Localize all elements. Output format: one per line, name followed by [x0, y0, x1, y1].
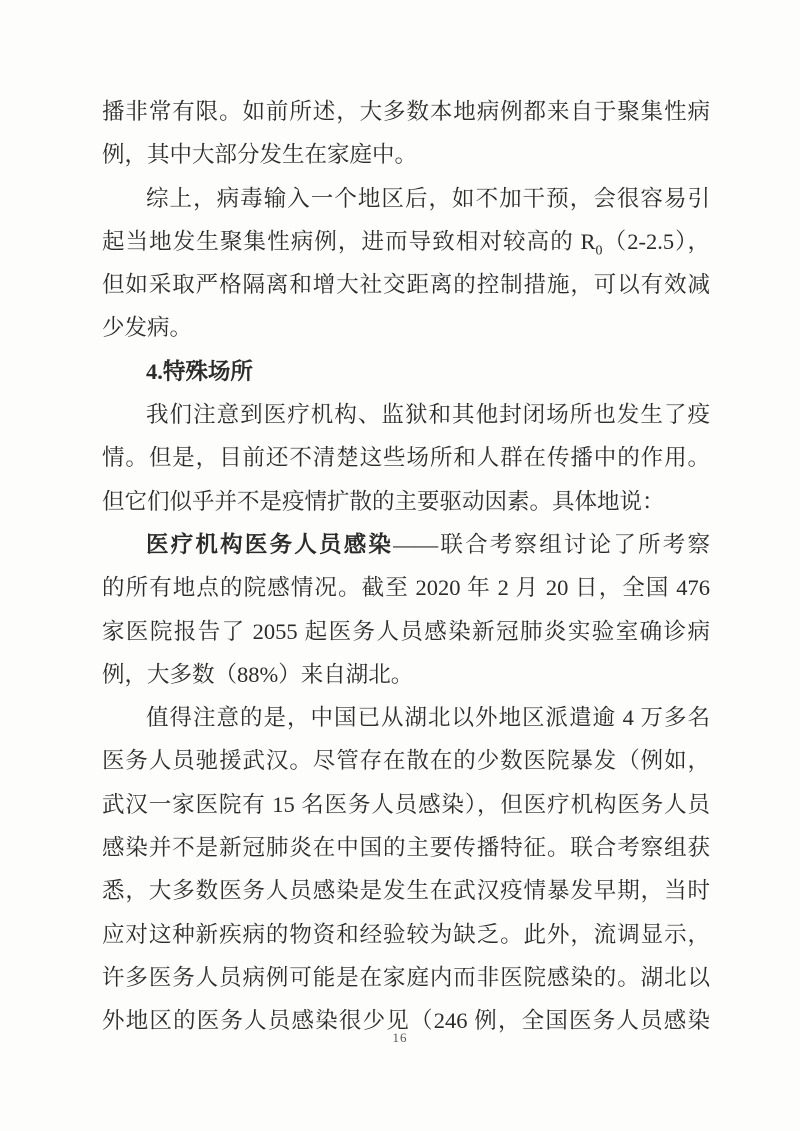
text-line [102, 523, 710, 566]
page-footer [0, 1030, 800, 1046]
text-line: 武汉一家医院有 15 名医务人员感染），但医疗机构医务人员 [102, 791, 710, 817]
paragraph-hcw-details [102, 696, 710, 1042]
paragraph-closed-settings [102, 393, 710, 523]
text-run: ——联合考察组讨论了所考察 [393, 531, 710, 557]
text-line: 悉，大多数医务人员感染是发生在武汉疫情暴发早期，当时 [102, 878, 710, 904]
paragraph-hcw-infections [102, 523, 710, 696]
text-line: 综上，病毒输入一个地区后，如不加干预，会很容易引 [146, 185, 710, 211]
text-line: 许多医务人员病例可能是在家庭内而非医院感染的。湖北以 [102, 964, 710, 990]
text-line: 播非常有限。如前所述，大多数本地病例都来自于聚集性病 [102, 99, 710, 124]
page-number: 16 [392, 1030, 408, 1045]
section-heading-special-settings [102, 350, 710, 393]
page-content [102, 90, 710, 1043]
bold-lead-in: 医疗机构医务人员感染 [146, 531, 394, 557]
text-line: 值得注意的是，中国已从湖北以外地区派遣逾 4 万多名 [146, 705, 710, 731]
section-heading: 4.特殊场所 [146, 358, 253, 384]
text-line: 例，其中大部分发生在家庭中。 [102, 142, 418, 168]
text-run: （2-2.5）， [602, 228, 710, 254]
text-run: 起当地发生聚集性病例，进而导致相对较高的 R [102, 228, 596, 254]
text-line: 例，大多数（88%）来自湖北。 [102, 661, 414, 687]
text-line: 应对这种新疾病的物资和经验较为缺乏。此外，流调显示， [102, 921, 710, 947]
text-line: 的所有地点的院感情况。截至 2020 年 2 月 20 日，全国 476 [102, 575, 710, 601]
text-line: 少发病。 [102, 315, 193, 341]
text-line: 但如采取严格隔离和增大社交距离的控制措施，可以有效减 [102, 272, 710, 298]
r0-subscript: 0 [595, 243, 603, 259]
text-line: 我们注意到医疗机构、监狱和其他封闭场所也发生了疫 [146, 402, 710, 428]
paragraph-local-transmission-continued [102, 90, 710, 177]
text-line: 感染并不是新冠肺炎在中国的主要传播特征。联合考察组获 [102, 835, 710, 861]
paragraph-summary-r0 [102, 177, 710, 350]
text-line: 外地区的医务人员感染很少见（246 例，全国医务人员感染 [102, 1008, 710, 1034]
text-line [102, 220, 710, 263]
text-line: 家医院报告了 2055 起医务人员感染新冠肺炎实验室确诊病 [102, 618, 710, 644]
text-line: 但它们似乎并不是疫情扩散的主要驱动因素。具体地说： [102, 488, 665, 514]
text-line: 医务人员驰援武汉。尽管存在散在的少数医院暴发（例如， [102, 748, 710, 774]
text-line: 情。但是，目前还不清楚这些场所和人群在传播中的作用。 [102, 445, 710, 471]
